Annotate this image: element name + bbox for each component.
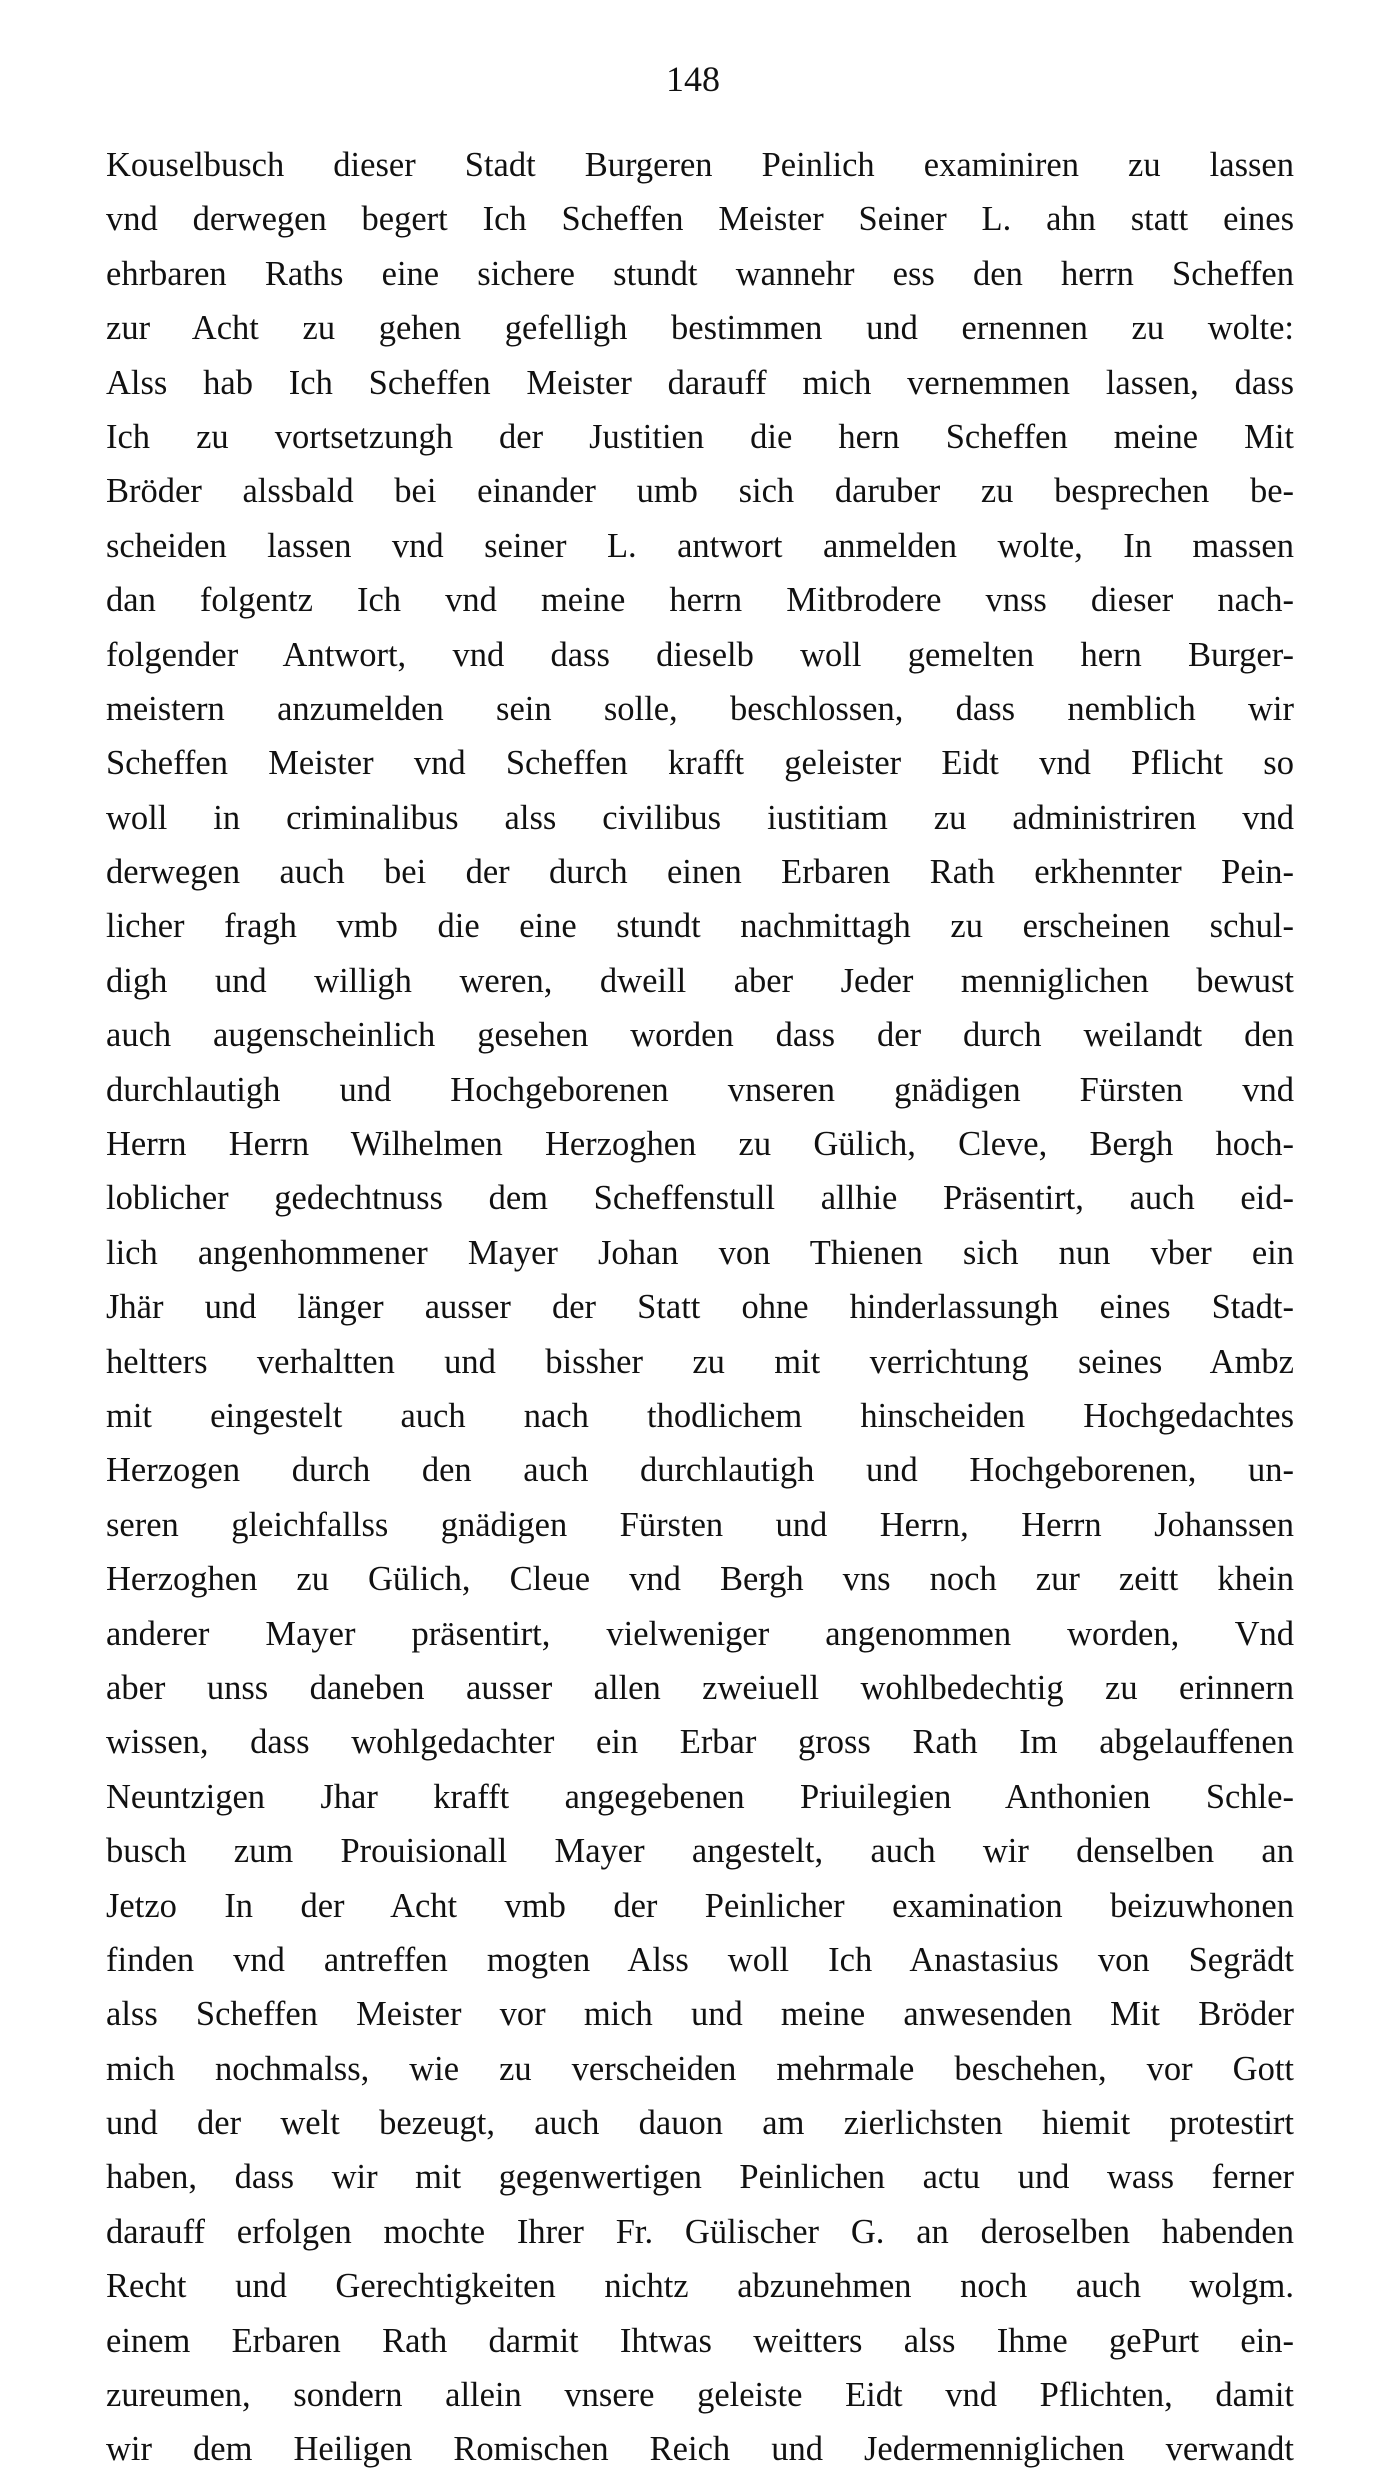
text-line	[106, 247, 1294, 301]
text-line	[106, 736, 1294, 790]
text-line-content: wir dem Heiligen Romischen Reich und Jedermenniglichen verwandt	[106, 2430, 1294, 2469]
text-line-content: Recht und Gerechtigkeiten nichtz abzunehmen noch auch wolgm.	[106, 2267, 1294, 2306]
text-line-content: wissen, dass wohlgedachter ein Erbar gross Rath Im abgelauffenen	[106, 1723, 1294, 1762]
text-line-content: busch zum Prouisionall Mayer angestelt, auch wir denselben an	[106, 1832, 1294, 1871]
text-line-content: woll in criminalibus alss civilibus iustitiam zu administriren vnd	[106, 798, 1294, 837]
text-line-content: Scheffen Meister vnd Scheffen krafft geleister Eidt vnd Pflicht so	[106, 744, 1294, 783]
text-line	[106, 1879, 1294, 1933]
text-line	[106, 1171, 1294, 1225]
text-line	[106, 464, 1294, 518]
text-line	[106, 1063, 1294, 1117]
text-line	[106, 1008, 1294, 1062]
text-line	[106, 573, 1294, 627]
text-line-content: Herzoghen zu Gülich, Cleue vnd Bergh vns noch zur zeitt khein	[106, 1560, 1294, 1599]
text-line-content: Neuntzigen Jhar krafft angegebenen Priuilegien Anthonien Schle-	[106, 1777, 1294, 1816]
text-line-content: aber unss daneben ausser allen zweiuell wohlbedechtig zu erinnern	[106, 1668, 1294, 1707]
text-line-content: und der welt bezeugt, auch dauon am zierlichsten hiemit protestirt	[106, 2104, 1294, 2143]
text-line	[106, 2314, 1294, 2368]
text-line	[106, 1498, 1294, 1552]
text-line-content: einem Erbaren Rath darmit Ihtwas weitters alss Ihme gePurt ein-	[106, 2321, 1294, 2360]
text-line	[106, 410, 1294, 464]
text-line	[106, 1389, 1294, 1443]
text-line-content: lich angenhommener Mayer Johan von Thienen sich nun vber ein	[106, 1233, 1294, 1272]
text-line	[106, 301, 1294, 355]
text-line	[106, 2259, 1294, 2313]
text-line	[106, 1661, 1294, 1715]
text-line	[106, 791, 1294, 845]
text-line	[106, 2368, 1294, 2422]
text-line	[106, 1770, 1294, 1824]
text-line	[106, 1987, 1294, 2041]
text-line	[106, 1280, 1294, 1334]
text-line	[106, 2042, 1294, 2096]
text-line-content: auch augenscheinlich gesehen worden dass der durch weilandt den	[106, 1016, 1294, 1055]
text-line-content: heltters verhaltten und bissher zu mit verrichtung seines Ambz	[106, 1342, 1294, 1381]
text-line	[106, 2150, 1294, 2204]
text-line-content: folgender Antwort, vnd dass dieselb woll gemelten hern Burger-	[106, 635, 1294, 674]
text-line-content: Herzogen durch den auch durchlautigh und Hochgeborenen, un-	[106, 1451, 1294, 1490]
text-line	[106, 2205, 1294, 2259]
text-line-content: meistern anzumelden sein solle, beschlossen, dass nemblich wir	[106, 689, 1294, 728]
text-line-content: derwegen auch bei der durch einen Erbaren Rath erkhennter Pein-	[106, 853, 1294, 892]
text-line	[106, 356, 1294, 410]
text-line-content: Ich zu vortsetzungh der Justitien die hern Scheffen meine Mit	[106, 417, 1294, 456]
text-line	[106, 519, 1294, 573]
text-line-content: haben, dass wir mit gegenwertigen Peinlichen actu und wass ferner	[106, 2158, 1294, 2197]
text-line-content: Herrn Herrn Wilhelmen Herzoghen zu Gülich, Cleve, Bergh hoch-	[106, 1125, 1294, 1164]
text-line	[106, 1933, 1294, 1987]
text-line	[106, 2422, 1294, 2476]
text-line	[106, 628, 1294, 682]
text-line-content: Bröder alssbald bei einander umb sich daruber zu besprechen be-	[106, 472, 1294, 511]
text-line	[106, 954, 1294, 1008]
text-line	[106, 845, 1294, 899]
text-line-content: Kouselbusch dieser Stadt Burgeren Peinlich examiniren zu lassen	[106, 146, 1294, 184]
text-line	[106, 1443, 1294, 1497]
text-line	[106, 1607, 1294, 1661]
text-line-content: zureumen, sondern allein vnsere geleiste Eidt vnd Pflichten, damit	[106, 2376, 1294, 2415]
text-line-content: alss Scheffen Meister vor mich und meine anwesenden Mit Bröder	[106, 1995, 1294, 2034]
text-line	[106, 1335, 1294, 1389]
text-line-content: loblicher gedechtnuss dem Scheffenstull allhie Präsentirt, auch eid-	[106, 1179, 1294, 1218]
text-line-content: anderer Mayer präsentirt, vielweniger angenommen worden, Vnd	[106, 1614, 1294, 1653]
text-line	[106, 682, 1294, 736]
text-line-content: durchlautigh und Hochgeborenen vnseren gnädigen Fürsten vnd	[106, 1070, 1294, 1109]
text-line-content: darauff erfolgen mochte Ihrer Fr. Gülischer G. an deroselben habenden	[106, 2212, 1294, 2251]
text-line-content: mit eingestelt auch nach thodlichem hinscheiden Hochgedachtes	[106, 1396, 1294, 1435]
text-line-content: digh und willigh weren, dweill aber Jeder menniglichen bewust	[106, 961, 1294, 1000]
page-number: 148	[666, 59, 720, 99]
text-line	[106, 1715, 1294, 1769]
text-line-content: zur Acht zu gehen gefelligh bestimmen und ernennen zu wolte:	[106, 309, 1294, 348]
text-line-content: licher fragh vmb die eine stundt nachmittagh zu erscheinen schul-	[106, 907, 1294, 946]
text-line-content: ehrbaren Raths eine sichere stundt wannehr ess den herrn Scheffen	[106, 254, 1294, 293]
text-line-content: scheiden lassen vnd seiner L. antwort anmelden wolte, In massen	[106, 526, 1294, 565]
text-line	[106, 192, 1294, 246]
text-line-content: Jetzo In der Acht vmb der Peinlicher examination beizuwhonen	[106, 1886, 1294, 1925]
text-line-content: Jhär und länger ausser der Statt ohne hinderlassungh eines Stadt-	[106, 1288, 1294, 1327]
text-line-content: dan folgentz Ich vnd meine herrn Mitbrodere vnss dieser nach-	[106, 581, 1294, 620]
body-text	[106, 138, 1294, 2477]
text-line-content: Alss hab Ich Scheffen Meister darauff mich vernemmen lassen, dass	[106, 363, 1294, 402]
text-line-content: seren gleichfallss gnädigen Fürsten und Herrn, Herrn Johanssen	[106, 1505, 1294, 1544]
text-line-content: vnd derwegen begert Ich Scheffen Meister Seiner L. ahn statt eines	[106, 200, 1294, 239]
text-line	[106, 1117, 1294, 1171]
text-line	[106, 138, 1294, 192]
text-line	[106, 1552, 1294, 1606]
text-line	[106, 1226, 1294, 1280]
text-line	[106, 899, 1294, 953]
text-line	[106, 2096, 1294, 2150]
text-line-content: finden vnd antreffen mogten Alss woll Ich Anastasius von Segrädt	[106, 1940, 1294, 1979]
text-line	[106, 1824, 1294, 1878]
text-line-content: mich nochmalss, wie zu verscheiden mehrmale beschehen, vor Gott	[106, 2049, 1294, 2088]
